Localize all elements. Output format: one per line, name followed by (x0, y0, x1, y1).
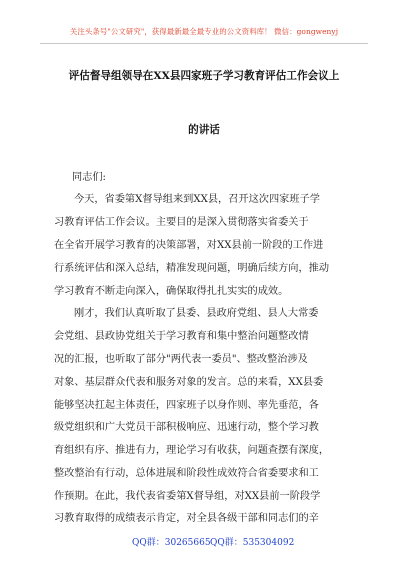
document-title-continued: 的讲话 (188, 124, 220, 136)
salutation: 同志们: (72, 172, 106, 183)
paragraph-line: 习教育取得的成绩表示肯定，对全县各级干部和同志们的辛 (54, 513, 319, 524)
qq-group-2: QQ群：535304092 (210, 538, 295, 548)
paragraph-line: 学习教育不断走向深入，确保取得扎扎实实的成效。 (54, 286, 289, 297)
qq-group-1: QQ群：30265665 (132, 538, 211, 548)
paragraph-line: 习教育评估工作会议。主要目的是深入贯彻落实省委关于 (54, 217, 309, 228)
paragraph-line: 今天，省委第X督导组来到XX县，召开这次四家班子学 (74, 194, 320, 205)
paragraph-line: 育组织有序、推进有力，理论学习有收获，问题查摆有深度， (54, 445, 330, 456)
header-divider (40, 43, 368, 44)
paragraph-line: 会党组、县政协党组关于学习教育和集中整治问题整改情 (54, 331, 309, 342)
paragraph-line: 级党组织和广大党员干部积极响应、迅速行动，整个学习教 (54, 422, 319, 433)
paragraph-line: 作预期。在此，我代表省委第X督导组，对XX县前一阶段学 (54, 491, 321, 502)
paragraph-line: 对象、基层群众代表和服务对象的发言。总的来看，XX县委 (54, 377, 324, 388)
paragraph-line: 刚才，我们认真听取了县委、县政府党组、县人大常委 (74, 308, 319, 319)
paragraph-line: 整改整治有行动，总体进展和阶段性成效符合省委要求和工 (54, 468, 319, 479)
header-banner: 关注头条号"公文研究"，获得最新最全最专业的公文资料库！ 微信：gongwenyj (69, 27, 339, 36)
paragraph-line: 能够坚决扛起主体责任，四家班子以身作则、率先垂范，各 (54, 400, 319, 411)
paragraph-line: 在全省开展学习教育的决策部署，对XX县前一阶段的工作进 (54, 240, 324, 251)
document-title: 评估督导组领导在XX县四家班子学习教育评估工作会议上 (68, 70, 340, 82)
paragraph-line: 行系统评估和深入总结，精准发现问题，明确后续方向，推动 (54, 263, 330, 274)
paragraph-line: 况的汇报，也听取了部分"两代表一委员"、整改整治涉及 (54, 354, 308, 365)
